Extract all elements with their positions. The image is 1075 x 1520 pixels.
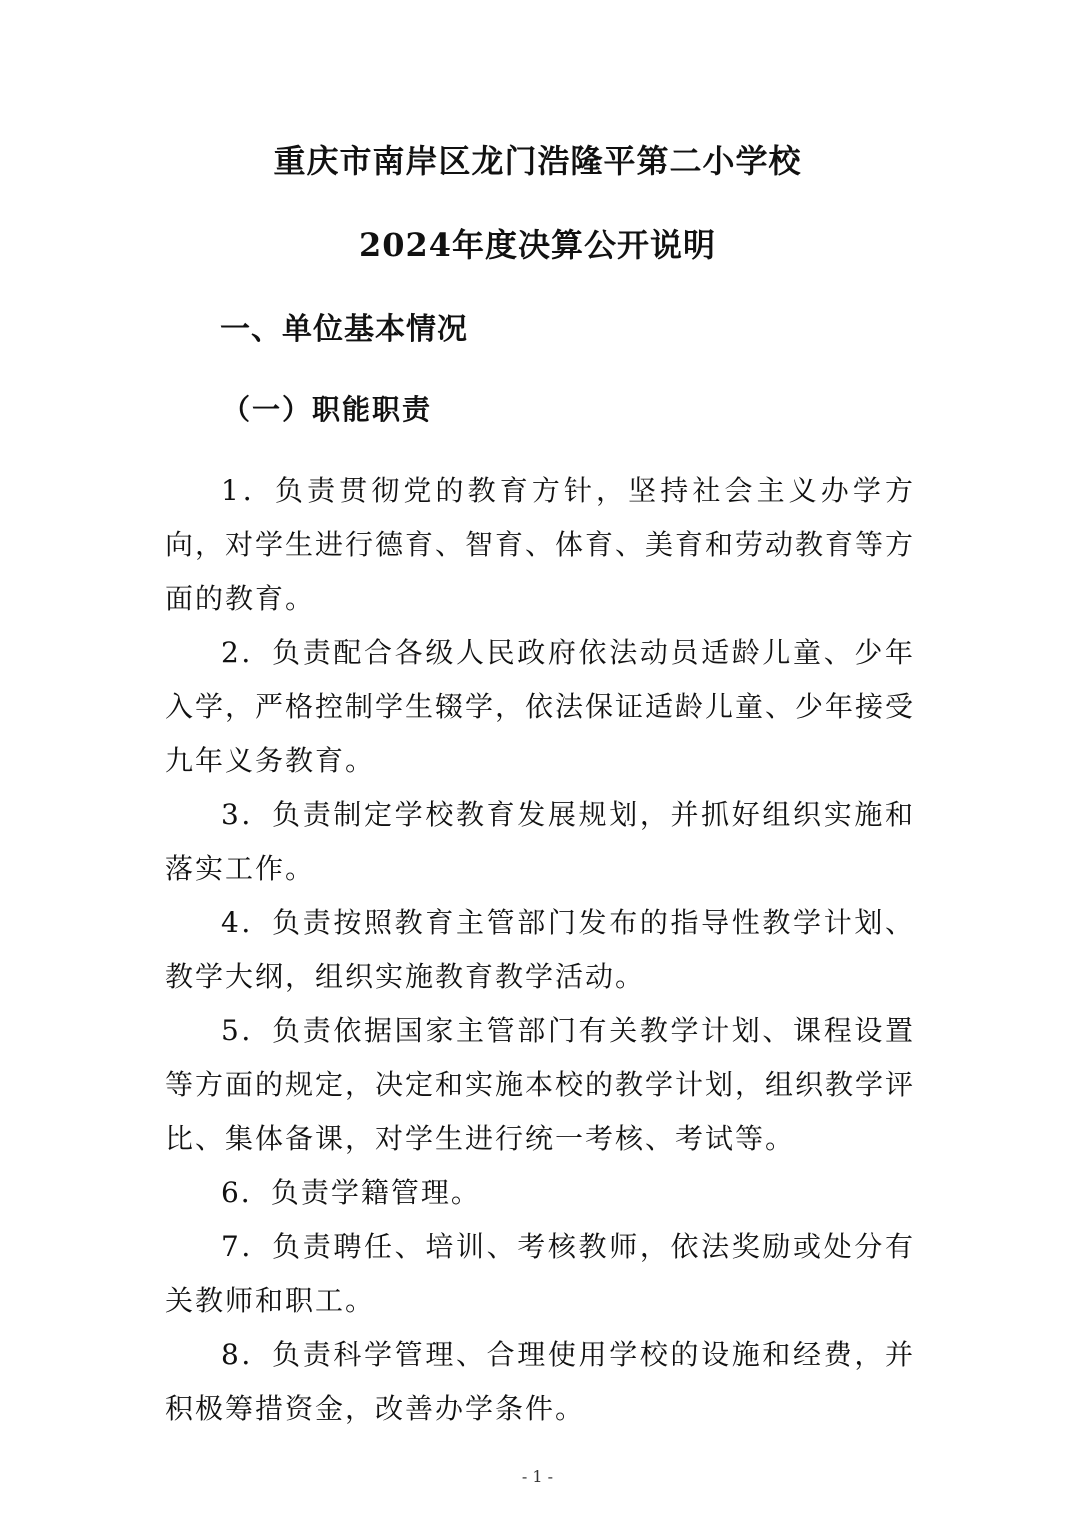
document-title-line2: 2024年度决算公开说明 xyxy=(358,226,717,264)
page-number: - 1 - xyxy=(521,1467,554,1486)
paragraph-duty-3: 3．负责制定学校教育发展规划，并抓好组织实施和落实工作。 xyxy=(165,798,915,885)
duties-list xyxy=(165,464,915,1436)
paragraph-duty-5: 5．负责依据国家主管部门有关教学计划、课程设置等方面的规定，决定和实施本校的教学计划，组织教学评比、集体备课，对学生进行统一考核、考试等。 xyxy=(165,1014,916,1155)
document-title-line1: 重庆市南岸区龙门浩隆平第二小学校 xyxy=(273,142,802,180)
paragraph-duty-4: 4．负责按照教育主管部门发布的指导性教学计划、教学大纲，组织实施教育教学活动。 xyxy=(165,906,915,993)
paragraph-duty-1: 1．负责贯彻党的教育方针，坚持社会主义办学方向，对学生进行德育、智育、体育、美育和劳动教育等方面的教育。 xyxy=(165,474,916,615)
paragraph-duty-8: 8．负责科学管理、合理使用学校的设施和经费，并积极筹措资金，改善办学条件。 xyxy=(165,1338,915,1425)
section-heading-basic-info: 一、单位基本情况 xyxy=(220,312,468,347)
paragraph-duty-2: 2．负责配合各级人民政府依法动员适龄儿童、少年入学，严格控制学生辍学，依法保证适龄儿童、少年接受九年义务教育。 xyxy=(165,636,916,777)
paragraph-duty-6: 6．负责学籍管理。 xyxy=(221,1176,481,1209)
subsection-heading-duties: （一）职能职责 xyxy=(222,393,433,426)
paragraph-duty-7: 7．负责聘任、培训、考核教师，依法奖励或处分有关教师和职工。 xyxy=(165,1230,915,1317)
